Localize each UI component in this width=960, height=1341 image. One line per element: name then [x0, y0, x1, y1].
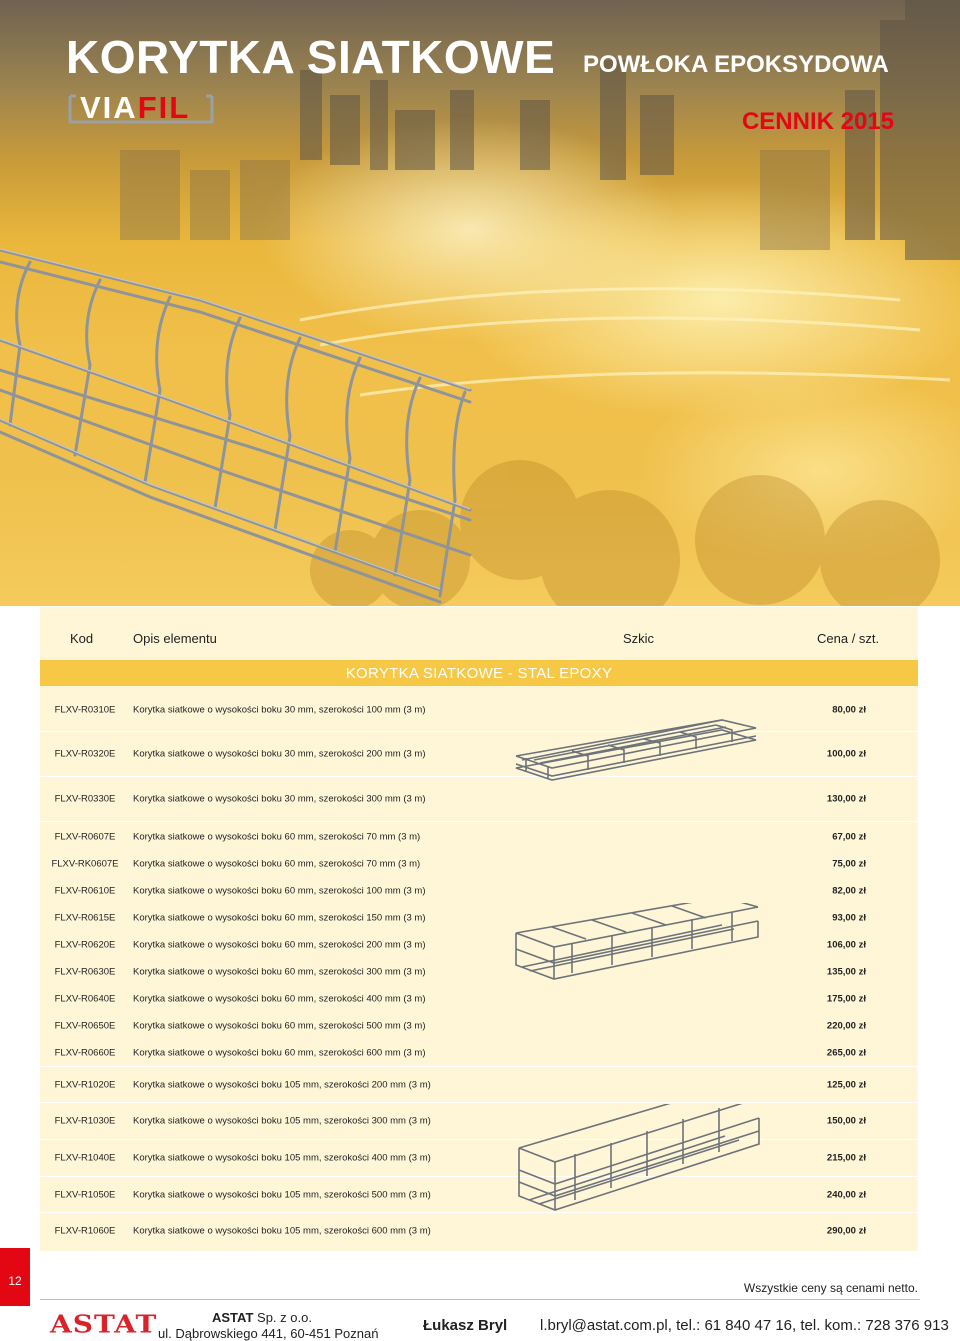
product-code: FLXV-R1060E: [54, 1225, 116, 1237]
table-row: [40, 1012, 918, 1039]
section-header: KORYTKA SIATKOWE - STAL EPOXY: [40, 660, 918, 686]
product-price: 265,00 zł: [826, 1047, 866, 1058]
column-header-sketch: Szkic: [623, 631, 655, 646]
column-header-description: Opis elementu: [133, 631, 217, 646]
product-description: Korytka siatkowe o wysokości boku 60 mm, szerokości 70 mm (3 m): [133, 858, 421, 869]
product-description: Korytka siatkowe o wysokości boku 105 mm, szerokości 200 mm (3 m): [133, 1079, 431, 1090]
table-row: [40, 1140, 918, 1177]
table-row: [40, 877, 918, 904]
tray-sketch-30: [512, 716, 762, 788]
column-header-code: Kod: [70, 631, 94, 646]
table-row: [40, 1067, 918, 1103]
product-price: 290,00 zł: [826, 1225, 866, 1237]
table-row: [40, 904, 918, 931]
product-code: FLXV-R0615E: [54, 912, 116, 923]
product-code: FLXV-R0630E: [54, 966, 116, 977]
column-header-price: Cena / szt.: [817, 631, 880, 646]
table-row: [40, 958, 918, 985]
table-row: [40, 777, 918, 822]
table-row: [40, 732, 918, 777]
product-description: Korytka siatkowe o wysokości boku 60 mm, szerokości 70 mm (3 m): [133, 831, 421, 842]
product-description: Korytka siatkowe o wysokości boku 105 mm, szerokości 400 mm (3 m): [133, 1152, 431, 1164]
table-row: [40, 931, 918, 958]
table-row: [40, 985, 918, 1012]
product-code: FLXV-R0610E: [54, 885, 116, 896]
hero-banner: [0, 0, 960, 606]
product-price: 80,00 zł: [832, 704, 866, 715]
company-name-suffix: Sp. z o.o.: [253, 1310, 312, 1325]
product-price: 75,00 zł: [832, 858, 866, 869]
page-number: 12: [0, 1248, 30, 1306]
tray-sketch-60: [512, 903, 764, 985]
table-row: [40, 1177, 918, 1213]
logo-text-fil: FIL: [137, 90, 191, 125]
company-name-bold: ASTAT: [212, 1310, 254, 1325]
product-description: Korytka siatkowe o wysokości boku 105 mm, szerokości 300 mm (3 m): [133, 1115, 431, 1127]
contact-details: l.bryl@astat.com.pl, tel.: 61 840 47 16, tel. kom.: 728 376 913: [540, 1317, 949, 1334]
table-row: [40, 1103, 918, 1140]
table-row: [40, 823, 918, 850]
product-description: Korytka siatkowe o wysokości boku 30 mm, szerokości 200 mm (3 m): [133, 748, 426, 760]
product-code: FLXV-R0330E: [54, 793, 116, 805]
product-price: 93,00 zł: [832, 912, 866, 923]
product-price: 82,00 zł: [832, 885, 866, 896]
product-description: Korytka siatkowe o wysokości boku 60 mm, szerokości 150 mm (3 m): [133, 912, 426, 923]
table-row: [40, 688, 918, 732]
product-description: Korytka siatkowe o wysokości boku 60 mm, szerokości 100 mm (3 m): [133, 885, 426, 896]
company-address: ul. Dąbrowskiego 441, 60-451 Poznań: [158, 1326, 379, 1341]
product-description: Korytka siatkowe o wysokości boku 60 mm, szerokości 300 mm (3 m): [133, 966, 426, 977]
company-name: [212, 1310, 312, 1325]
product-code: FLXV-RK0607E: [51, 858, 119, 869]
product-description: Korytka siatkowe o wysokości boku 30 mm, szerokości 300 mm (3 m): [133, 793, 426, 805]
table-header: [40, 607, 918, 665]
product-code: FLXV-R1020E: [54, 1079, 116, 1090]
product-price: 135,00 zł: [826, 966, 866, 977]
table-row: [40, 1039, 918, 1067]
product-code: FLXV-R1030E: [54, 1115, 116, 1127]
product-description: Korytka siatkowe o wysokości boku 60 mm, szerokości 400 mm (3 m): [133, 993, 426, 1004]
product-price: 125,00 zł: [826, 1079, 866, 1090]
product-price: 240,00 zł: [826, 1189, 866, 1200]
tray-sketch-105: [515, 1104, 765, 1214]
astat-logo: ASTAT: [50, 1310, 158, 1339]
product-description: Korytka siatkowe o wysokości boku 60 mm, szerokości 600 mm (3 m): [133, 1047, 426, 1058]
product-price: 67,00 zł: [832, 831, 866, 842]
product-price: 150,00 zł: [826, 1115, 866, 1127]
price-note: Wszystkie ceny są cenami netto.: [743, 1281, 918, 1295]
product-description: Korytka siatkowe o wysokości boku 60 mm, szerokości 500 mm (3 m): [133, 1020, 426, 1031]
product-price: 106,00 zł: [826, 939, 866, 950]
product-code: FLXV-R0607E: [54, 831, 116, 842]
product-code: FLXV-R0660E: [54, 1047, 116, 1058]
product-code: FLXV-R1050E: [54, 1189, 116, 1200]
table-row: [40, 1213, 918, 1249]
product-price: 100,00 zł: [826, 748, 866, 760]
product-price: 130,00 zł: [826, 793, 866, 805]
product-code: FLXV-R1040E: [54, 1152, 116, 1164]
page-title: KORYTKA SIATKOWE: [66, 31, 556, 83]
product-code: FLXV-R0650E: [54, 1020, 116, 1031]
product-code: FLXV-R0310E: [54, 704, 116, 715]
product-code: FLXV-R0620E: [54, 939, 116, 950]
product-description: Korytka siatkowe o wysokości boku 60 mm, szerokości 200 mm (3 m): [133, 939, 426, 950]
price-list-year: CENNIK 2015: [741, 108, 894, 135]
logo-text-via: VIA: [80, 90, 138, 125]
product-code: FLXV-R0640E: [54, 993, 116, 1004]
product-description: Korytka siatkowe o wysokości boku 30 mm, szerokości 100 mm (3 m): [133, 704, 426, 715]
product-price: 220,00 zł: [826, 1020, 866, 1031]
product-description: Korytka siatkowe o wysokości boku 105 mm, szerokości 600 mm (3 m): [133, 1225, 431, 1237]
contact-person: Łukasz Bryl: [423, 1317, 508, 1334]
viafil-logo: [66, 88, 216, 128]
table-row: [40, 850, 918, 877]
product-code: FLXV-R0320E: [54, 748, 116, 760]
product-price: 215,00 zł: [826, 1152, 866, 1164]
page-subtitle: POWŁOKA EPOKSYDOWA: [583, 51, 889, 78]
footer-divider: [40, 1299, 920, 1300]
product-price: 175,00 zł: [826, 993, 866, 1004]
product-description: Korytka siatkowe o wysokości boku 105 mm, szerokości 500 mm (3 m): [133, 1189, 431, 1200]
